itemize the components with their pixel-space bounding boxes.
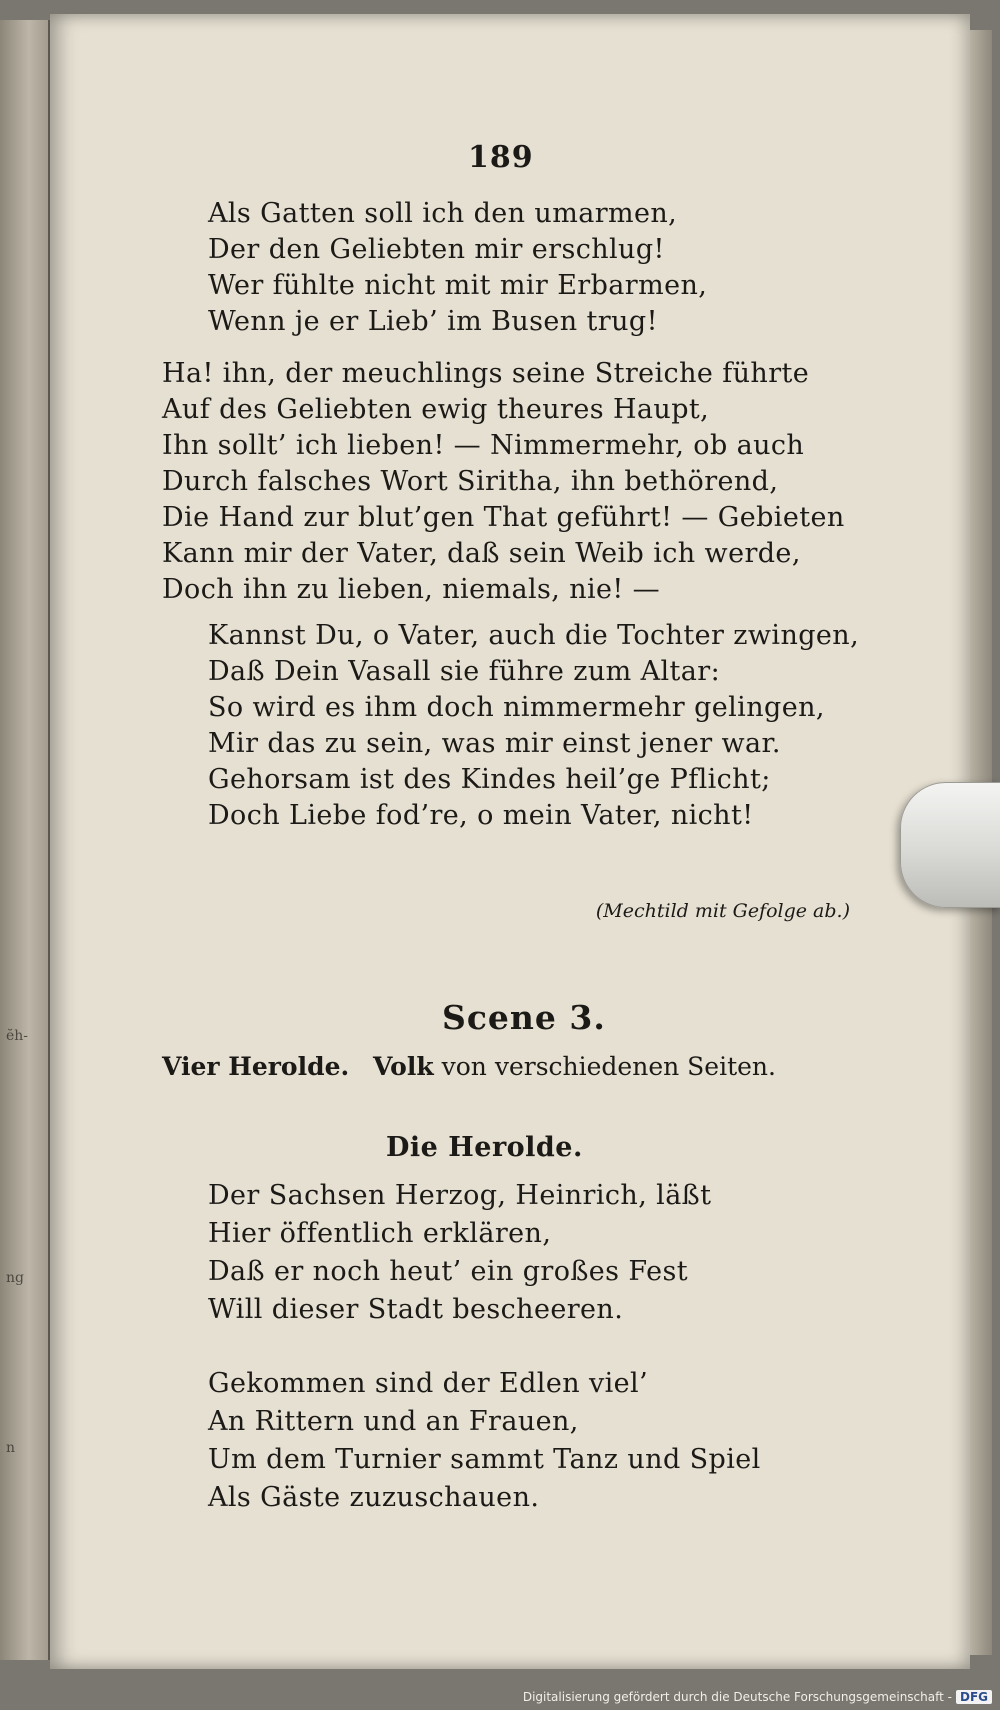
page-tab-clip (900, 782, 1000, 908)
verse-line: Ha! ihn, der meuchlings seine Streiche führte (162, 358, 810, 389)
page-text (50, 14, 970, 1669)
digitization-credit (523, 1690, 992, 1704)
facing-page-fragment: ng (6, 1270, 24, 1286)
verse-line: Auf des Geliebten ewig theures Haupt, (162, 394, 710, 425)
verse-line: Als Gatten soll ich den umarmen, (208, 198, 678, 229)
verse-line: Die Hand zur blut’gen That geführt! — Gebieten (162, 502, 845, 533)
verse-line: Durch falsches Wort Siritha, ihn bethörend, (162, 466, 779, 497)
verse-line: Hier öffentlich erklären, (208, 1218, 552, 1249)
verse-line: Gekommen sind der Edlen viel’ (208, 1368, 649, 1399)
scene-title: Scene 3. (442, 998, 606, 1037)
verse-line: Als Gäste zuzuschauen. (208, 1482, 540, 1513)
cast-heralds: Vier Herolde. (162, 1052, 350, 1081)
verse-line: Um dem Turnier sammt Tanz und Spiel (208, 1444, 761, 1475)
verse-line: Wenn je er Lieb’ im Busen trug! (208, 306, 658, 337)
page-number: 189 (468, 140, 534, 175)
dfg-logo: DFG (956, 1690, 992, 1704)
verse-line: Doch ihn zu lieben, niemals, nie! — (162, 574, 661, 605)
verse-line: Der den Geliebten mir erschlug! (208, 234, 665, 265)
verse-line: Mir das zu sein, was mir einst jener war. (208, 728, 781, 759)
facing-page-fragment: ĕh- (6, 1028, 29, 1044)
facing-page-edge (0, 20, 50, 1660)
verse-line: Wer fühlte nicht mit mir Erbarmen, (208, 270, 708, 301)
verse-line: Doch Liebe fod’re, o mein Vater, nicht! (208, 800, 754, 831)
stage-direction: (Mechtild mit Gefolge ab.) (595, 900, 850, 922)
speaker-label: Die Herolde. (386, 1132, 583, 1163)
cast-people: Volk (373, 1052, 434, 1081)
verse-line: So wird es ihm doch nimmermehr gelingen, (208, 692, 825, 723)
verse-line: Daß Dein Vasall sie führe zum Altar: (208, 656, 721, 687)
verse-line: Daß er noch heut’ ein großes Fest (208, 1256, 688, 1287)
verse-line: An Rittern und an Frauen, (208, 1406, 579, 1437)
credit-text: Digitalisierung gefördert durch die Deutsche Forschungsgemeinschaft - (522, 1690, 952, 1704)
verse-line: Kann mir der Vater, daß sein Weib ich werde, (162, 538, 801, 569)
facing-page-fragment: n (6, 1440, 16, 1456)
verse-line: Will dieser Stadt bescheeren. (208, 1294, 624, 1325)
cast-list (162, 1052, 776, 1081)
verse-line: Der Sachsen Herzog, Heinrich, läßt (208, 1180, 712, 1211)
verse-line: Gehorsam ist des Kindes heil’ge Pflicht; (208, 764, 771, 795)
verse-line: Ihn sollt’ ich lieben! — Nimmermehr, ob auch (162, 430, 805, 461)
verse-line: Kannst Du, o Vater, auch die Tochter zwingen, (208, 620, 860, 651)
cast-note: von verschiedenen Seiten. (441, 1052, 776, 1081)
book-page (50, 14, 970, 1669)
